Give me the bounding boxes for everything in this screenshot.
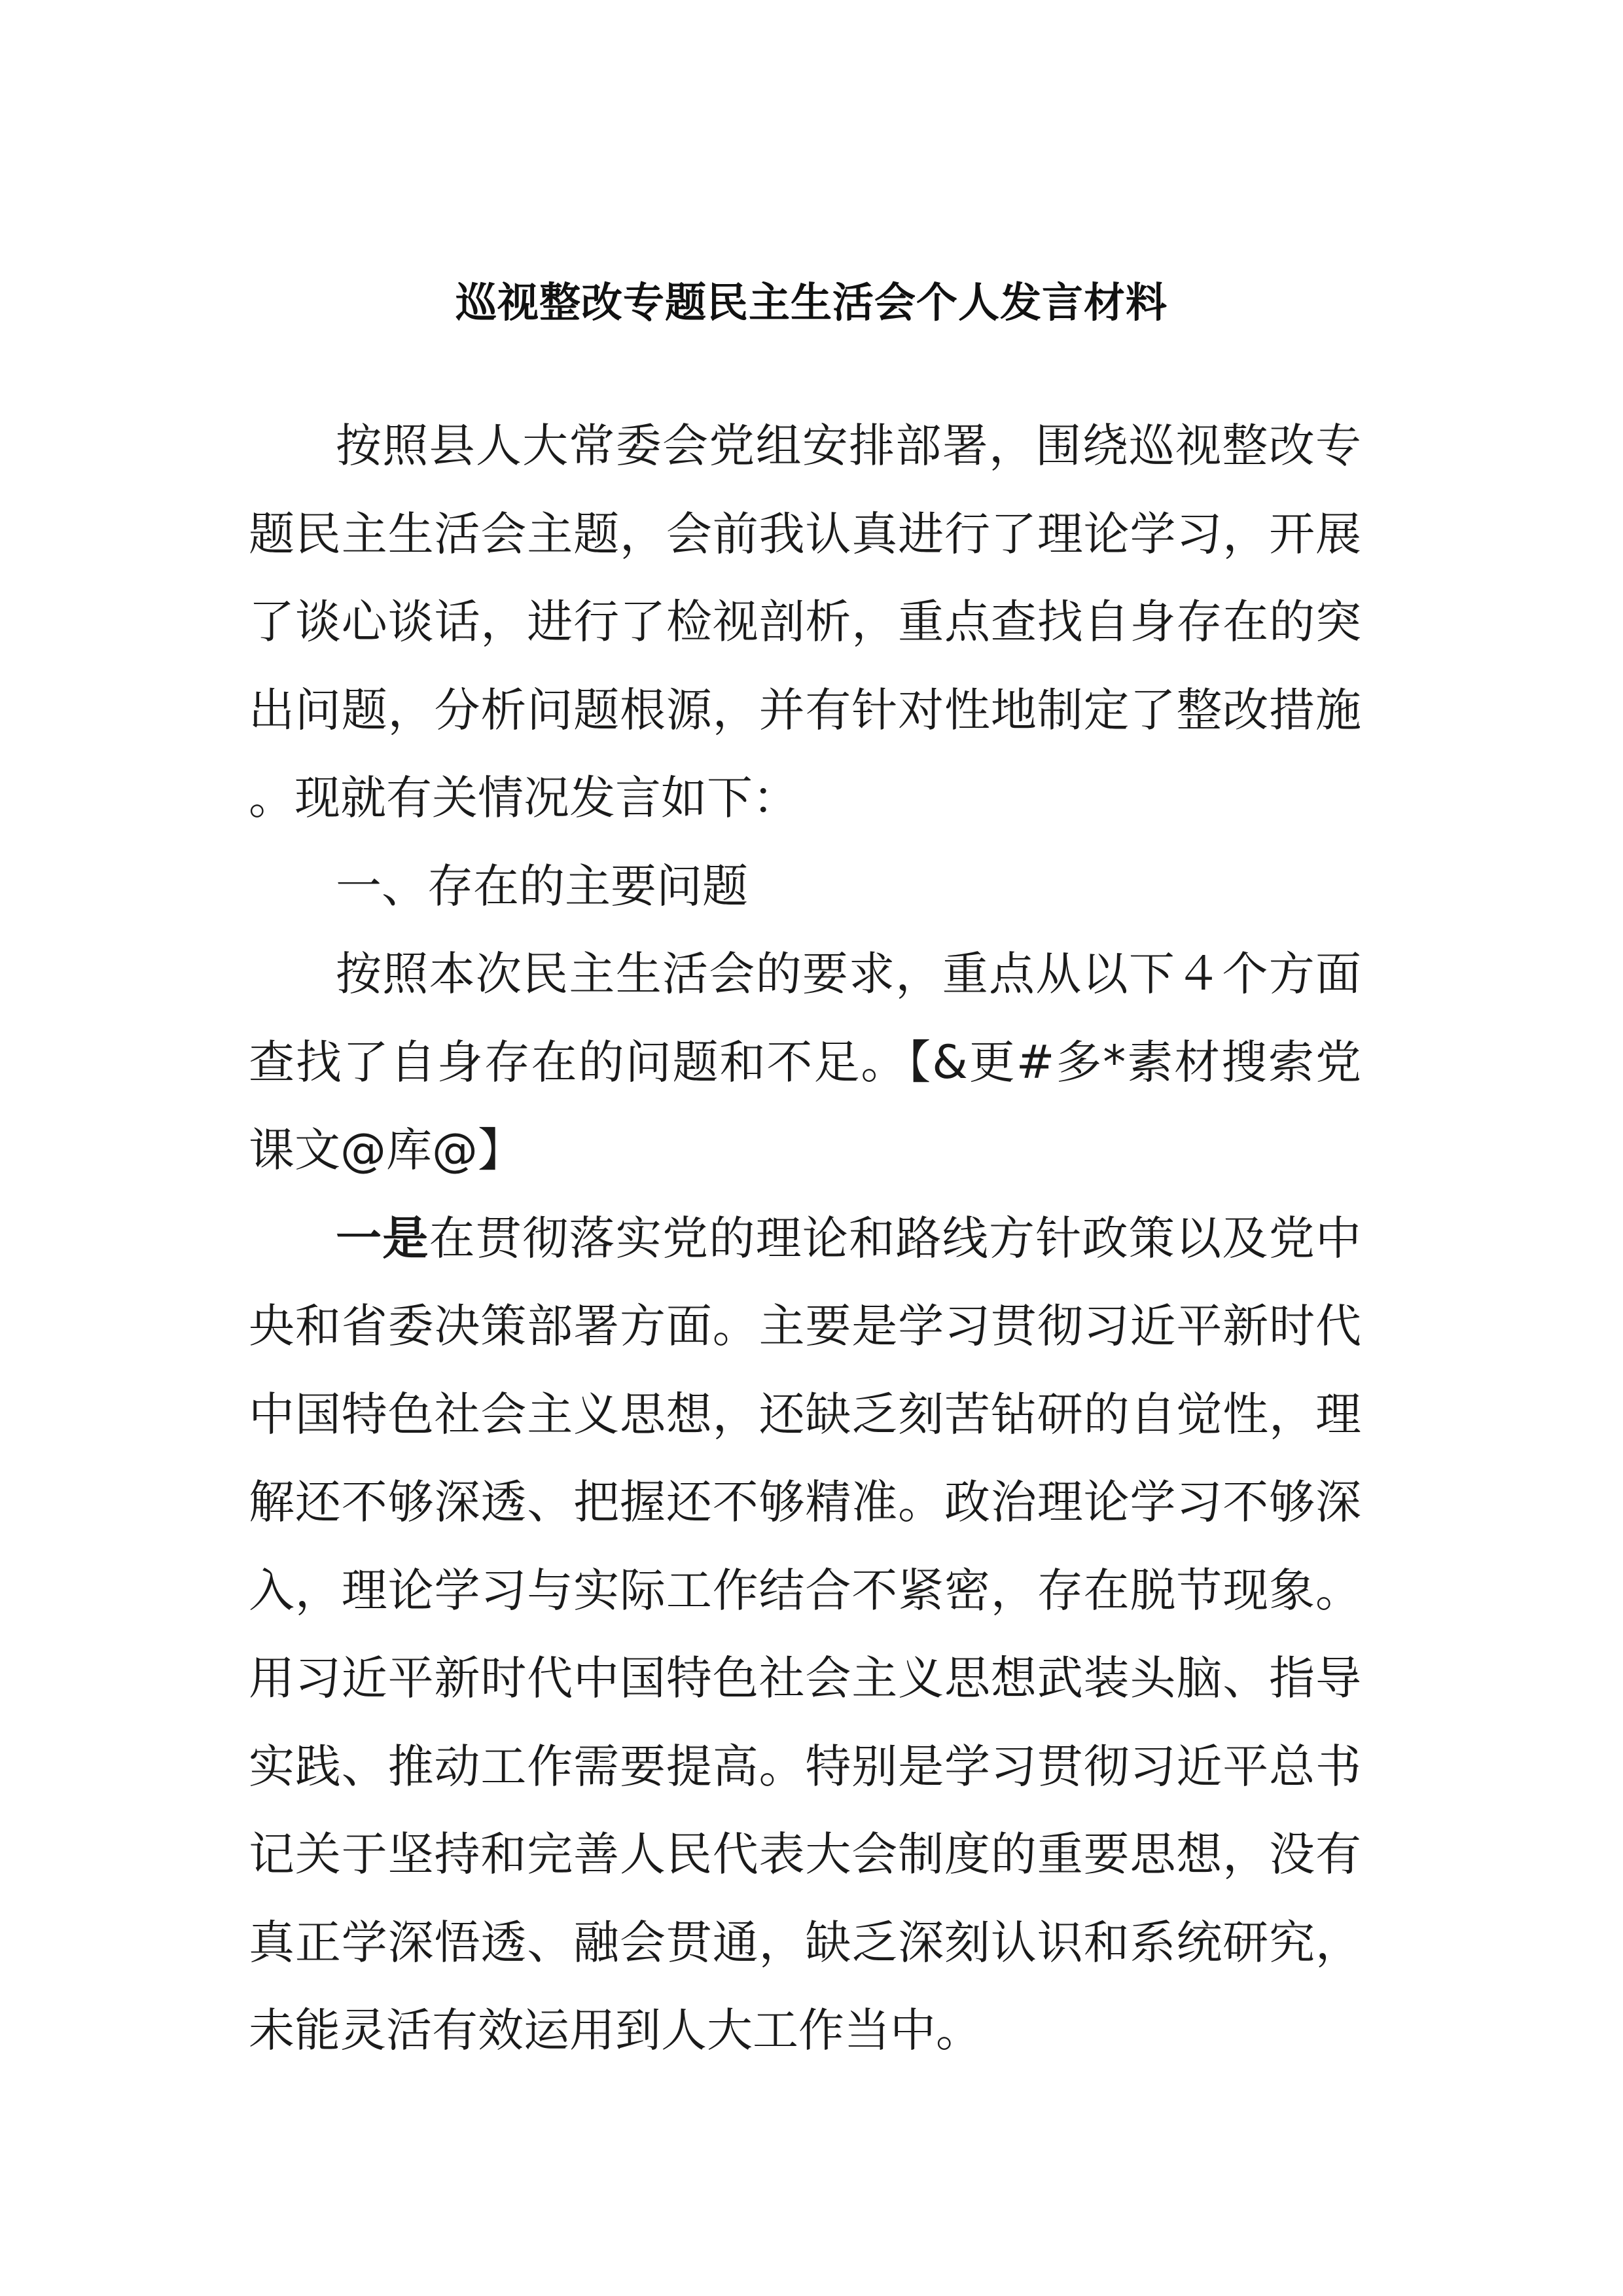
paragraph-intro	[249, 402, 1361, 842]
document-title: 巡视整改专题民主生活会个人发言材料	[455, 279, 1168, 327]
paragraph-text: 按照本次民主生活会的要求，重点从以下４个方面查找了自身存在的问题和不足。【&更#多*素材搜索党课文@库@】	[249, 947, 1361, 1177]
paragraph-text: 在贯彻落实党的理论和路线方针政策以及党中央和省委决策部署方面。主要是学习贯彻习近平新时代中国特色社会主义思想，还缺乏刻苦钻研的自觉性，理解还不够深透、把握还不够精准。政治理论学习不够深入，理论学习与实际工作结合不紧密，存在脱节现象。用习近平新时代中国特色社会主义思想武装头脑、指导实践、推动工作需要提高。特别是学习贯彻习近平总书记关于坚持和完善人民代表大会制度的重要思想，没有真正学深悟透、融会贯通，缺乏深刻认识和系统研究，未能灵活有效运用到人大工作当中。	[249, 1211, 1362, 2057]
section-heading-main-problems	[249, 842, 1361, 931]
paragraph-requirements	[249, 930, 1361, 1194]
paragraph-text: 按照县人大常委会党组安排部署，围绕巡视整改专题民主生活会主题，会前我认真进行了理论学习，开展了谈心谈话，进行了检视剖析，重点查找自身存在的突出问题，分析问题根源，并有针对性地制定了整改措施。现就有关情况发言如下：	[249, 419, 1361, 825]
document-body	[249, 402, 1361, 2075]
section-heading-text: 一、存在的主要问题	[336, 859, 748, 913]
paragraph-lead-label: 一是	[336, 1211, 429, 1265]
paragraph-point-one	[249, 1194, 1361, 2075]
